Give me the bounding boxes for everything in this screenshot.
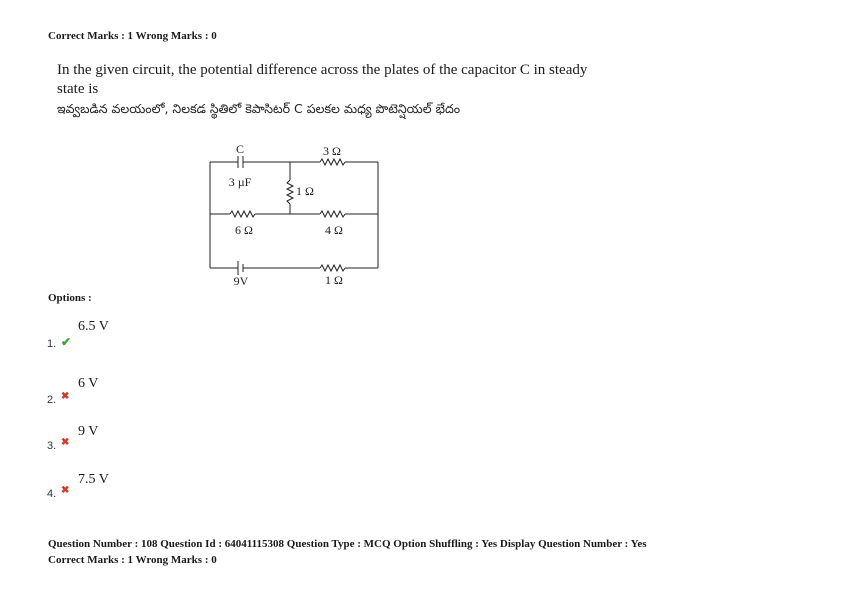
question-text-telugu: ఇవ్వబడిన వలయంలో, నిలకడ స్థితిలో కెపాసిటర్ C పలకల మధ్య పొటెన్షియల్ భేదం bbox=[57, 101, 461, 116]
footer-question-info: Question Number : 108 Question Id : 64041115308 Question Type : MCQ Option Shuffling : Yes Display Question Number : Yes bbox=[48, 538, 647, 550]
resistor-6-label: 6 Ω bbox=[235, 223, 253, 237]
capacitor-value: 3 µF bbox=[228, 175, 252, 189]
option-1-number: 1. bbox=[47, 338, 57, 350]
resistor-4-label: 4 Ω bbox=[325, 223, 343, 237]
battery-label: 9V bbox=[233, 274, 249, 288]
header-marks: Correct Marks : 1 Wrong Marks : 0 bbox=[48, 30, 217, 42]
check-icon: ✔ bbox=[61, 335, 72, 349]
capacitor-label: C bbox=[235, 142, 245, 156]
option-3-value: 9 V bbox=[78, 424, 99, 439]
cross-icon: ✖ bbox=[61, 391, 70, 402]
resistor-vertical-label: 1 Ω bbox=[296, 184, 314, 198]
option-3-number: 3. bbox=[47, 440, 57, 452]
resistor-top-label: 3 Ω bbox=[323, 144, 341, 158]
question-text-english: In the given circuit, the potential difference across the plates of the capacitor C in steady state is bbox=[57, 62, 588, 97]
options-label: Options : bbox=[48, 292, 92, 304]
option-2-number: 2. bbox=[47, 394, 57, 406]
option-2-value: 6 V bbox=[78, 376, 99, 391]
option-1-value: 6.5 V bbox=[78, 319, 109, 334]
cross-icon: ✖ bbox=[61, 437, 70, 448]
circuit-diagram bbox=[200, 140, 390, 290]
cross-icon: ✖ bbox=[61, 485, 70, 496]
option-4-number: 4. bbox=[47, 488, 57, 500]
footer-marks: Correct Marks : 1 Wrong Marks : 0 bbox=[48, 554, 217, 566]
resistor-bottom-label: 1 Ω bbox=[325, 273, 343, 287]
option-4-value: 7.5 V bbox=[78, 472, 109, 487]
